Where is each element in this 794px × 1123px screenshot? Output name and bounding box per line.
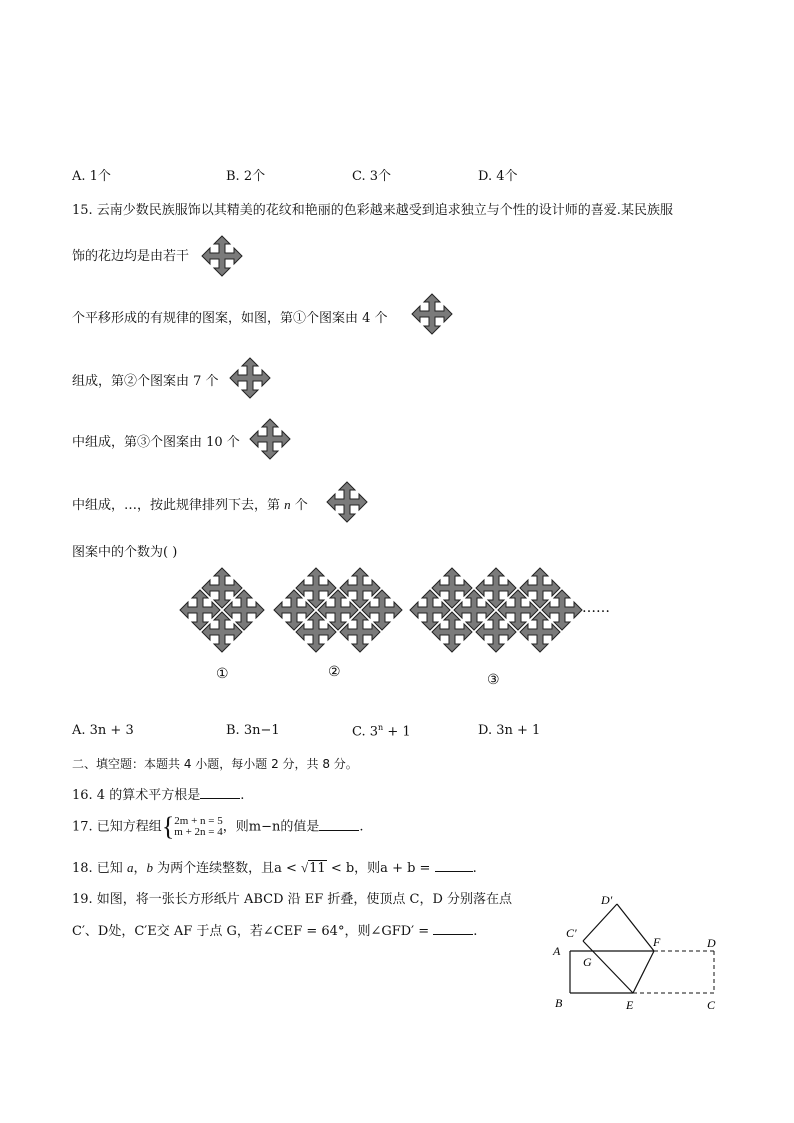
- label-c-prime: C′: [566, 926, 577, 940]
- answer-blank: [433, 922, 473, 935]
- q15-option-a: A. 3n + 3: [72, 723, 134, 738]
- answer-blank: [435, 859, 473, 872]
- q15-line4: 组成，第②个图案由 7 个: [72, 374, 219, 389]
- pattern-label-1: ①: [216, 666, 229, 682]
- q14-option-c: C. 3个: [352, 169, 392, 184]
- pattern-label-3: ③: [487, 672, 500, 688]
- cross-arrow-icon: [325, 480, 369, 524]
- q17: 17. 已知方程组{2m + n = 5 m + 2n = 4，则m−n的值是 .: [72, 812, 364, 841]
- pattern-figure: [170, 560, 630, 690]
- pattern-1: [180, 568, 264, 652]
- cross-arrow-icon: [200, 234, 244, 278]
- q15-line5: 中组成，第③个图案由 10 个: [72, 435, 240, 450]
- q15-line2: 饰的花边均是由若干: [72, 249, 190, 264]
- label-a: A: [553, 944, 561, 958]
- label-f: F: [653, 935, 661, 949]
- pattern-continuation: ……: [582, 600, 610, 616]
- label-g: G: [583, 955, 592, 969]
- answer-blank: [319, 818, 359, 831]
- label-d: D: [707, 936, 716, 950]
- q16: 16. 4 的算术平方根是 .: [72, 788, 245, 803]
- q15-line6: 中组成，…，按此规律排列下去，第 n 个: [72, 497, 308, 513]
- pattern-2: [274, 568, 402, 652]
- cross-arrow-icon: [228, 356, 272, 400]
- q19-line1: 19. 如图，将一张长方形纸片 ABCD 沿 EF 折叠，使顶点 C，D 分别落在点: [72, 892, 513, 907]
- label-b: B: [555, 996, 563, 1010]
- q19-line2: C′、D处，C′E交 AF 于点 G，若∠CEF = 64°，则∠GFD′ = .: [72, 924, 478, 939]
- q18: 18. 已知 a，b 为两个连续整数，且a < √11 < b，则a + b = .: [72, 860, 477, 876]
- cross-arrow-icon: [410, 292, 454, 336]
- section-heading: 二、填空题：本题共 4 小题，每小题 2 分，共 8 分。: [72, 757, 358, 771]
- fold-figure: [545, 885, 735, 1015]
- answer-blank: [200, 786, 240, 799]
- q15-line7: 图案中的个数为( ): [72, 545, 178, 560]
- q15-option-c: C. $3^n + 1$: [352, 723, 411, 740]
- label-c: C: [707, 998, 716, 1012]
- q14-option-a: A. 1个: [72, 169, 111, 184]
- cross-arrow-icon: [248, 417, 292, 461]
- label-d-prime: D′: [601, 893, 613, 907]
- pattern-3: [410, 568, 582, 652]
- q14-option-b: B. 2个: [226, 169, 266, 184]
- q15-option-b: B. 3n−1: [226, 723, 280, 738]
- q15-option-d: D. 3n + 1: [478, 723, 541, 738]
- q15-line1: 15. 云南少数民族服饰以其精美的花纹和艳丽的色彩越来越受到追求独立与个性的设计师的喜爱.某民族服: [72, 203, 673, 218]
- q14-option-d: D. 4个: [478, 169, 518, 184]
- pattern-label-2: ②: [328, 664, 341, 680]
- label-e: E: [626, 998, 634, 1012]
- q15-line3: 个平移形成的有规律的图案，如图，第①个图案由 4 个: [72, 311, 388, 326]
